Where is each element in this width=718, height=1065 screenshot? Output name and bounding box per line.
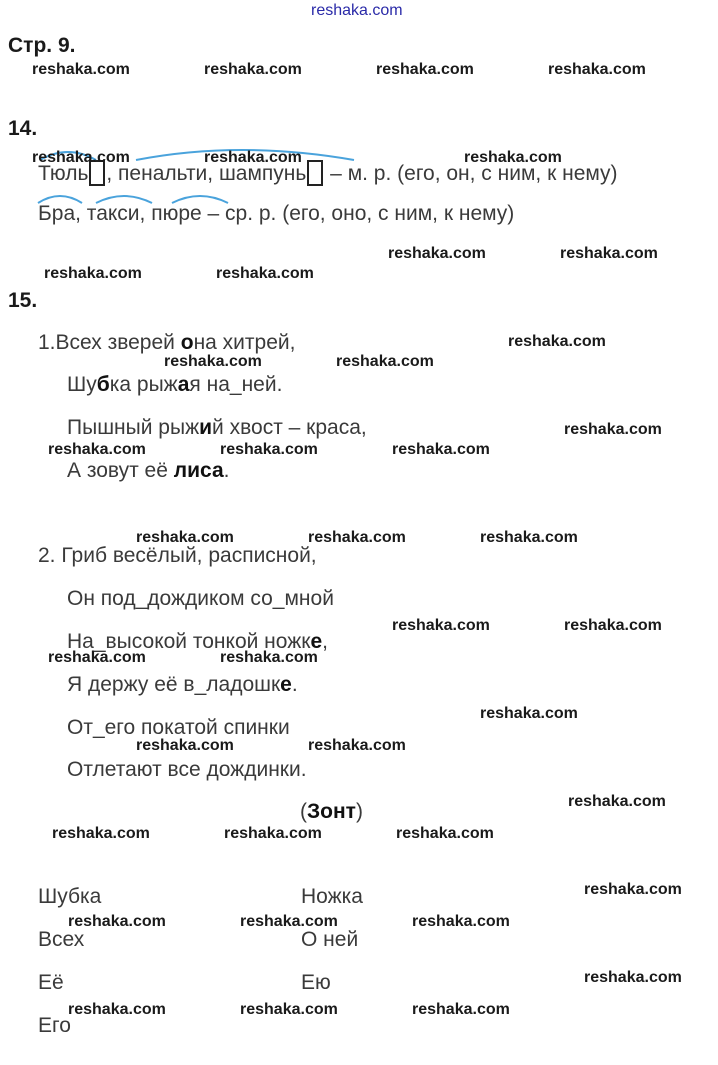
watermark: reshaka.com [392, 441, 490, 458]
poem-2-line-6: Отлетают все дождинки. [67, 758, 307, 781]
text: ка рыж [109, 373, 178, 396]
word-left-1: Шубка [38, 885, 102, 908]
poem-1-line-4 [67, 459, 229, 483]
watermark: reshaka.com [240, 1001, 338, 1018]
watermark: reshaka.com [240, 913, 338, 930]
watermark: reshaka.com [224, 825, 322, 842]
text: на хитрей, [193, 331, 296, 354]
task-14-number: 14. [8, 117, 38, 140]
text: Шу [67, 373, 97, 396]
watermark: reshaka.com [48, 441, 146, 458]
watermark: reshaka.com [164, 353, 262, 370]
word-right-1: Ножка [301, 885, 363, 908]
watermark: reshaka.com [480, 705, 578, 722]
watermark: reshaka.com [508, 333, 606, 350]
watermark: reshaka.com [464, 149, 562, 166]
riddle-answer [300, 800, 363, 824]
text: ( [300, 800, 307, 823]
watermark: reshaka.com [560, 245, 658, 262]
watermark: reshaka.com [48, 649, 146, 666]
watermark: reshaka.com [68, 913, 166, 930]
word-tyul: Тюль [38, 162, 89, 185]
word-right-2: О ней [301, 928, 359, 951]
watermark: reshaka.com [204, 149, 302, 166]
answer-word: Зонт [307, 800, 356, 823]
text: ) [355, 800, 363, 823]
watermark: reshaka.com [376, 61, 474, 78]
text: А зовут её [67, 459, 174, 482]
poem-2-line-4 [67, 673, 298, 697]
highlight-letter: и [199, 416, 213, 439]
text: . [291, 673, 298, 696]
text: Пышный рыж [67, 416, 200, 439]
poem-1-line-1 [38, 331, 295, 355]
highlight-letter: е [310, 630, 323, 653]
watermark: reshaka.com [336, 353, 434, 370]
watermark: reshaka.com [220, 441, 318, 458]
watermark: reshaka.com [412, 1001, 510, 1018]
word-left-4: Его [38, 1014, 71, 1037]
answer-word: лиса [173, 459, 224, 482]
text: , [322, 630, 328, 653]
watermark: reshaka.com [392, 617, 490, 634]
watermark: reshaka.com [548, 61, 646, 78]
page-heading: Стр. 9. [8, 34, 76, 57]
word-list: , пенальти, шампунь [106, 162, 307, 185]
watermark: reshaka.com [216, 265, 314, 282]
watermark: reshaka.com [480, 529, 578, 546]
watermark: reshaka.com [568, 793, 666, 810]
text: 1.Всех зверей [38, 331, 181, 354]
word-left-2: Всех [38, 928, 85, 951]
poem-1-line-3 [67, 416, 367, 440]
watermark: reshaka.com [584, 969, 682, 986]
poem-2-line-2: Он под_дождиком со_мной [67, 587, 334, 610]
word-right-3: Ею [301, 971, 331, 994]
highlight-letter: о [180, 331, 194, 354]
poem-2-line-1: 2. Гриб весёлый, расписной, [38, 544, 317, 567]
text: я на_ней. [189, 373, 283, 396]
watermark: reshaka.com [136, 737, 234, 754]
highlight-letter: б [96, 373, 110, 396]
highlight-letter: е [280, 673, 292, 696]
gender-note-masculine: – м. р. (его, он, с ним, к нему) [324, 162, 618, 185]
text: На_высокой тонкой ножк [67, 630, 311, 653]
watermark: reshaka.com [564, 617, 662, 634]
text: й хвост – краса, [212, 416, 367, 439]
watermark: reshaka.com [308, 737, 406, 754]
watermark: reshaka.com [136, 529, 234, 546]
text: Я держу её в_ладошк [67, 673, 281, 696]
site-watermark-top: reshaka.com [311, 2, 403, 19]
watermark: reshaka.com [584, 881, 682, 898]
highlight-letter: а [177, 373, 190, 396]
watermark: reshaka.com [204, 61, 302, 78]
text: . [223, 459, 230, 482]
watermark: reshaka.com [220, 649, 318, 666]
watermark: reshaka.com [44, 265, 142, 282]
watermark: reshaka.com [564, 421, 662, 438]
watermark: reshaka.com [396, 825, 494, 842]
task-15-number: 15. [8, 289, 38, 312]
watermark: reshaka.com [32, 149, 130, 166]
watermark: reshaka.com [32, 61, 130, 78]
watermark: reshaka.com [388, 245, 486, 262]
watermark: reshaka.com [412, 913, 510, 930]
word-left-3: Её [38, 971, 64, 994]
poem-1-line-2 [67, 373, 282, 397]
watermark: reshaka.com [308, 529, 406, 546]
empty-ending-box [307, 160, 323, 186]
poem-2-line-5: От_его покатой спинки [67, 716, 290, 739]
task-14-line-2: Бра, такси, пюре – ср. р. (его, оно, с ним, к нему) [38, 202, 515, 225]
watermark: reshaka.com [52, 825, 150, 842]
watermark: reshaka.com [68, 1001, 166, 1018]
